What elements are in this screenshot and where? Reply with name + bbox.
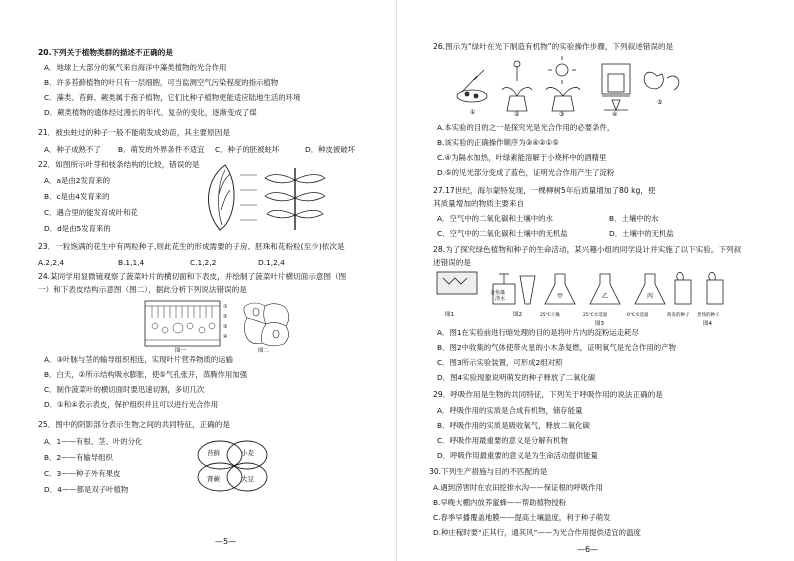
svg-text:④: ④ [612, 111, 618, 116]
q27-option-d: D．土壤中的无机盐 [609, 229, 674, 238]
q21-option-b: B．萌发的外界条件不适宜 [118, 145, 205, 154]
fig-word-hornwort: 金鱼藻 [490, 290, 506, 296]
q22-option-d: D．d是由5发育来的 [44, 224, 111, 233]
q29-option-a: A．呼吸作用的实质是合成有机物，储存能量 [437, 406, 583, 415]
q23-option-a: A.2,2,4 [38, 258, 65, 267]
q26-stem: 26.图示为“绿叶在光下制造有机物”的实验操作步骤，下列叙述错误的是 [433, 42, 674, 51]
q20-option-a: A．地球上大部分的氧气来自海洋中藻类植物的光合作用 [44, 63, 227, 72]
page-number-right: —6— [577, 545, 599, 554]
venn-label-soybean: 大豆 [241, 475, 254, 483]
q24-option-b: B．白天，②所示结构吸水膨胀，使⑤气孔张开，蒸腾作用加强 [44, 370, 248, 379]
q25-option-d: D．4——都是双子叶植物 [44, 485, 129, 494]
fig-label-2: 图2 [513, 312, 522, 318]
venn-label-moss: 苔藓 [207, 449, 220, 457]
fig-word-moist: 25℃水适量 [583, 313, 608, 318]
q27-line2: 其质量增加的物质主要来自 [433, 199, 525, 208]
venn-diagram [195, 437, 270, 495]
q29-option-d: D．呼吸作用最重要的意义是为生命活动提供能量 [437, 451, 598, 460]
q25-stem: 25．图中的阴影部分表示生物之间的共同特征，正确的是 [38, 420, 230, 429]
fig-word-cold: 0℃水适量 [627, 313, 649, 318]
fig-word-boiled: 煮熟的种子 [697, 313, 720, 318]
q24-option-c: C．制作菠菜叶的横切面时要迅速切割，多切几次 [44, 385, 205, 394]
fig-label-4: 图4 [703, 321, 712, 327]
q27-line1: 27.17世纪，海尔蒙特发现，一棵柳树5年后质量增加了80 kg，使 [433, 186, 656, 195]
fig-label-1: 图1 [445, 312, 454, 318]
page-number-left: —5— [215, 537, 237, 546]
svg-text:③: ③ [559, 111, 565, 116]
q25-option-a: A．1——有根、茎、叶的分化 [44, 437, 143, 446]
q24-option-d: D．①和④表示表皮，保护组织并且可以进行光合作用 [44, 400, 219, 409]
q28-option-c: C．图3所示实验装置，可形成2组对照 [437, 358, 563, 367]
q22-option-c: C．遇合里的能发育成叶和花 [44, 208, 138, 217]
q21-stem: 21．被虫蛀过的种子一般不能萌发成幼苗，其主要原因是 [38, 128, 230, 137]
q26-option-d: D.⑤的见光部分变成了蓝色，证明光合作用产生了淀粉 [437, 168, 615, 177]
fig-word-jia: 甲 [557, 293, 564, 300]
q22-option-b: B．c是由4发育来的 [44, 192, 110, 201]
right-page [397, 0, 794, 561]
q28-line2: 述错误的是 [433, 258, 471, 267]
q26-option-c: C.④为隔水加热，叶绿素能溶解于小烧杯中的酒精里 [437, 153, 607, 162]
q21-option-c: C．种子的胚被蛀坏 [215, 145, 280, 154]
q30-stem: 30.下列生产措施与目的不匹配的是 [429, 467, 548, 476]
q24-option-a: A．③叶脉与茎的输导组织相连，实现叶片营养物质的运输 [44, 355, 234, 364]
q23-option-d: D.1,2,4 [258, 258, 285, 267]
svg-text:②: ② [223, 314, 228, 320]
fig-label-3: 图3 [595, 321, 604, 327]
q29-option-b: B．呼吸作用的实质是吸收氧气，释放二氧化碳 [437, 421, 590, 430]
q29-option-c: C．呼吸作用最重要的意义是分解有机物 [437, 436, 568, 445]
fig1-label: 图一 [175, 348, 187, 353]
svg-text:①: ① [223, 304, 228, 310]
q28-line1: 28.为了探究绿色植物和种子的生命活动，某兴趣小组的同学设计并实施了以下实验。下列叙 [433, 245, 742, 254]
experiment-figure-labels-2 [435, 318, 735, 328]
svg-text:④: ④ [223, 334, 228, 340]
fig-word-water: 清水 [495, 296, 506, 302]
q21-option-a: A．种子成熟不了 [44, 145, 101, 154]
q30-option-b: B.早晚大棚内放养蜜蜂——帮助植物授粉 [433, 498, 567, 507]
lower-epidermis-figure [240, 298, 300, 353]
q23-option-b: B.1,1,4 [118, 258, 145, 267]
q20-option-c: C．藻类、苔藓、蕨类属于孢子植物，它们比种子植物更能适应陆地生活的环境 [44, 93, 301, 102]
q29-stem: 29．呼吸作用是生物的共同特征，下列关于呼吸作用的说法正确的是 [433, 390, 663, 399]
q27-option-b: B．土壤中的水 [609, 214, 659, 223]
q30-option-a: A.遇到涝害时在农田挖排水沟——保证根的呼吸作用 [433, 483, 603, 492]
svg-text:①: ① [470, 109, 476, 116]
fig-word-germinating: 萌发的种子 [667, 313, 690, 318]
q28-option-a: A．图1在实验前进行暗处理的目的是将叶片内的淀粉运走耗尽 [437, 328, 639, 337]
q25-option-b: B．2——有输导组织 [44, 453, 113, 462]
q28-option-b: B．图2中收集的气体使带火星的小木条复燃，证明氧气是光合作用的产物 [437, 343, 676, 352]
venn-label-wheat: 小麦 [241, 449, 254, 457]
q20-stem: 20.下列关于植物类群的描述不正确的是 [38, 48, 173, 57]
fig-word-bing: 丙 [647, 293, 654, 300]
svg-text:③: ③ [223, 324, 228, 330]
q22-option-a: A．a是由2发育来的 [44, 176, 111, 185]
photosynthesis-steps-figure [452, 56, 697, 116]
leaf-cross-section-figure [140, 298, 240, 353]
q23-option-c: C.1,2,2 [190, 258, 217, 267]
q22-stem: 22．如图所示叶芽和枝条结构的比较，错误的是 [38, 160, 200, 169]
svg-text:②: ② [514, 111, 520, 116]
q30-option-c: C.春季早播覆盖地膜——提高土壤温度，利于种子萌发 [433, 513, 611, 522]
q20-option-d: D．蕨类植物的遗体经过漫长的年代、复杂的变化，逐渐变成了煤 [44, 108, 257, 117]
fig-word-dry: 25℃干燥 [540, 313, 560, 318]
q21-option-d: D．种皮被破坏 [305, 145, 356, 154]
q26-option-b: B.该实验的正确操作顺序为③④②①⑤ [437, 138, 559, 147]
q26-option-a: A.本实验的目的之一是探究光是光合作用的必要条件， [437, 123, 615, 132]
venn-label-fern: 肾蕨 [207, 475, 220, 483]
q24-line2: 一）和下表皮结构示意图（图二），据此分析下列说法错误的是 [38, 285, 247, 294]
bud-branch-figure [195, 160, 345, 235]
q27-option-a: A．空气中的二氧化碳和土壤中的水 [437, 214, 553, 223]
fig-word-yi: 乙 [602, 293, 609, 300]
fig2-label: 图二 [258, 348, 270, 353]
q28-option-d: D．图4实验现象说明萌发的种子释放了二氧化碳 [437, 373, 596, 382]
q27-option-c: C．空气中的二氧化碳和土壤中的无机盐 [437, 229, 568, 238]
q23-stem: 23．一粒饱满的花生中有两粒种子,则此花生的形成需要的子房、胚珠和花粉粒(至少)依次是 [38, 242, 345, 251]
q25-option-c: C．3——种子外有果皮 [44, 469, 121, 478]
experiment-figures [435, 270, 735, 310]
svg-text:⑤: ⑤ [657, 99, 663, 106]
q24-line1: 24.某同学用显微镜观察了菠菜叶片的横切面和下表皮，并绘制了菠菜叶片横切面示意图（图 [38, 272, 347, 281]
q30-option-d: D.种庄稼时要“正其行，通其风”——为光合作用提供适宜的温度 [433, 528, 641, 537]
q20-option-b: B．许多苔藓植物的叶只有一层细胞，可当监测空气污染程度的指示植物 [44, 78, 279, 87]
